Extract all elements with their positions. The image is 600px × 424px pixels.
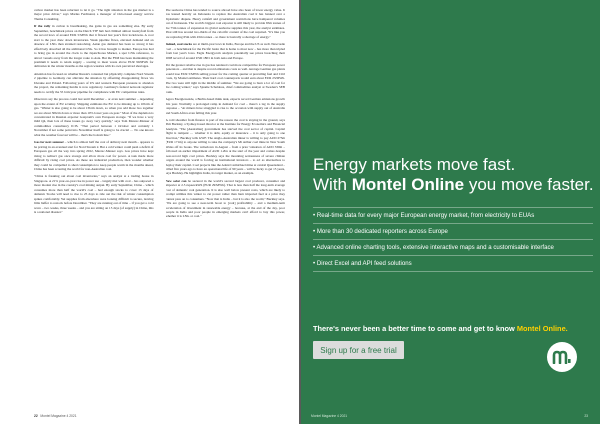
montel-m-icon <box>552 350 572 364</box>
ad-headline-brand: Montel Online <box>351 175 465 194</box>
paragraph-lead: Gas for next summer <box>34 140 64 145</box>
montel-logo <box>547 342 577 372</box>
feature-item: • Real-time data for every major European energy market, from electricity to EUAs <box>313 207 593 223</box>
paragraph-text: Attention has focused on whether Russia's contested but physically complete Nord Stream 2 pipeline to Germany can alleviate the situation by offsetting disappointing flows via Ukraine and Poland. Following years of US and western European pressure to abandon the project, the remaining hurdle is now regulatory. Germany's federal network regulator needs to certify the 55 bcm/year pipeline for compliance with EU competition rules. <box>34 71 154 94</box>
feature-item: • Advanced online charting tools, extensive interactive maps and a customisable interface <box>313 239 593 255</box>
ad-tagline-brand: Montel Online. <box>516 324 568 333</box>
article-paragraph <box>34 72 154 94</box>
article-columns <box>34 8 285 404</box>
ad-headline-line1: Energy markets move fast. <box>313 155 516 174</box>
magazine-title-left: Montel Magazine 4 2021 <box>40 414 77 418</box>
paragraph-lead: If the rally <box>34 24 51 29</box>
left-footer <box>34 414 285 418</box>
paragraph-lead: Indeed, coal stocks <box>165 42 193 47</box>
left-page <box>0 0 299 424</box>
left-footer-left <box>34 414 77 418</box>
paragraph-text: Agora Energiewende, a Berlin-based think tank, expects record German emissions growth this year. Normally a prolonged ramp in demand for coal – there's a lag in the supply response – "At miners have struggled to rise to the occasion with supply out of Australia and South Africa even falling this year. <box>165 97 285 115</box>
right-footer <box>311 414 588 418</box>
paragraph-text: A cold shoulder from finance is part of the reason the coal is staying in the ground, says Tim Buckley, a Sydney-based director at the Institute for Energy Economics and Financial Analysis. "The [Australian] government has starved the coal sector of capital. Capital flight is rampant … whether it is debt, equity or insurance – it is only going to one direction," Buckley tells GWF. The Anglo-Australian miner is willing to pay AUD 275m (EUR 171m) to anyone willing to take the company's Mt Arthur coal mine in New South Wales off its books. The writedown in August – from a prior valuation of AUD 330m – followed an earlier impairment of AUD 1.2bn at the start of the year and comes despite near-record high coal prices. Buckley says the mounting seriousness of severe climate targets around the world is forcing an institutional investors – to act as alternatives to deploy their capital. Coal projects like the Adani Carmichael mine at central Queensland – billed five years ago to have an operational life of 90 years – will be lucky to get 15 years, says Buckley. He highlights India, its target market, as an example. <box>165 117 285 176</box>
feature-item: • Direct Excel and API feed solutions <box>313 255 593 272</box>
paragraph-text: "China is freaking out about coal inventories," says an analyst at a trading house in Singapore. A 21% year-on-year rise in power use – largely met with coal – has outpaced a more modest rise in the country's coal mining output. By early September, China – which consumes more than half the world's coal – had enough stocks to cover 13 days of demand. Stocks will need to rise to 25 days to ride out the risk of winter consumption spikes comfortably. Yet supplies from elsewhere were looking difficult to secure, leaving little buffer to restock before December. "They are running out of time – if you get a cold wave – two weeks, three weeks – and you are sitting on 15 days (of supply) in China, this is a national disaster." <box>34 174 154 215</box>
article-paragraph <box>34 140 154 171</box>
article-paragraph <box>166 42 286 60</box>
article-paragraph <box>166 118 286 176</box>
ad-tagline <box>313 324 568 333</box>
feature-item: • More than 30 dedicated reporters across Europe <box>313 223 593 239</box>
article-paragraph <box>166 97 286 115</box>
advert-page <box>301 0 600 424</box>
feature-list <box>313 207 593 272</box>
ad-headline-prefix: With <box>313 175 352 194</box>
paragraph-text: Observers say the process could last until December – or even next summer – depending upon the extent of EU scrutiny. Shipping estimates the EU to be missing up to 10bcm of gas. "Winter is also going to be about 13bcm down, so when you add those two together we are about 30bcm down or more than 10% lower year-on-year." Most of the depletion is concentrated in Russian exporter Gazprom's own European storage. "If we have a very mild Q4, then lots of these issues go away very quickly," says Tom Marzec-Manser of commodities consultancy ICIS. "That period between 1 October and certainly 1 November if not some point into November itself is going to be crucial … No one knows what the weather forecast will be – that's the bottom line." <box>34 97 154 137</box>
paragraph-text: The seaborne China has tended to source abroad have also been of lower energy value. It has leaned heavily on Indonesia to replace the Australian coal it has banned over a diplomatic dispute. Heavy rainfall and government restrictions have hampered volumes out of Indonesia. The world's biggest coal exporter is still likely to provide 65m tonnes of the 75m tonnes of expansion its global seaborne supplies this year, the analyst estimates. That still has around two-thirds of the calorific content of the coal required. "It's like you are replacing 65m with 45m tonnes – so there is basically a shortage of energy." <box>165 8 285 39</box>
article-column-2 <box>166 8 286 404</box>
article-paragraph <box>166 179 286 219</box>
article-paragraph <box>34 24 154 69</box>
page-number-right: 23 <box>584 414 588 418</box>
free-trial-button[interactable]: Sign up for a free trial <box>313 341 404 359</box>
paragraph-text: Yet the greater relative rise in gas has rendered coal more competitive for European power generators – and that is despite record emissions costs as well. Average German gas plants would lose EUR 5/MWh selling power for the coming quarter at prevailing fuel and CO2 costs, by Montel estimates. Their hard coal counterparts would earn about EUR 23/MWh. The two were still tight in the middle of summer. "We are going to burn a lot of coal for the coming winter," says Sjaame Schaldous, chief commodities analyst at Sweden's SEB bank. <box>165 62 285 94</box>
article-paragraph <box>34 174 154 214</box>
paragraph-text: be secured in the world's second largest coal producer, consumer and importer at 2.5 rupees/kWh (EUR 29/MWh). That is less than half the long-term average cost of domestic coal generation. It is also well below present costs, which are likely to prompt utilities this winter to cut power rather than burn imported fuel at a price they cannot pass on to consumers. "Now that is India – but it is also the world," Buckley says. "We are going to see a near-term boost to [coal] profitability – and a medium-term acceleration of investment in renewable energy – because, at the end of the day, poor people in India and poor people in emerging markets can't afford to buy this power, whether it is LNG or coal." <box>165 178 285 219</box>
paragraph-text: in carbon is breathtaking, the gains in gas are something else. By early September, benchmark prices on the Dutch TTF hub had climbed almost twentyfold from the record lows of around EUR 5/MWh that it flowed last year's first lockdowns. A cool start to the year drew down inventories. Weak pipeline flows, elevated demand and an absence of LNG then strained restocking. Asian gas demand has been so strong it has effectively absorbed all the additional LNG. So it has brought to market. Europe has had to bring gas in around the clock to the Japan/Korea Marker, a spot LNG reference, to attract vessels away from the longer route to Asia. But the FSM has been maintaining the premium it needs to retain supply – soaring to meet waste above EUR 90/MWh for deliveries in the winter months as the region wrestles with its own perceived shortages. <box>34 24 154 69</box>
article-paragraph <box>34 8 154 21</box>
article-paragraph <box>166 8 286 39</box>
article-paragraph <box>166 63 286 94</box>
paragraph-text: carbon market has been reluctant to let it go. "The tight situation in the gas market is a major price driver," says Marius Ferdinand, a manager of Oslo-based energy service Thema Consulting. <box>34 8 154 21</box>
paragraph-lead: New solar can <box>165 178 187 183</box>
paragraph-text: – which is almost half the cost of delivery next month – appears to be pricing in an eventual start for Nord Stream 2. But a cold winter could push a deficit of European gas all the way into spring 2022, Marzec-Manser says. Gas prices have kept rising to redirect gas once storage and allow more coal for power. A task made more difficult by rising coal prices. As these are industrial production, then wonder whether they could be compelled to shed consumption to keep people warm in the months ahead, China has been scouring the world for non-Australian coal. <box>34 140 154 171</box>
ad-headline <box>313 155 594 195</box>
paragraph-text: are at multi-year lows in India, Europe and the US as well. Newcastle coal – a benchmark for the Pacific basin that is home to most now – has more than tripled from last year's lows. Eagle Energycom analysts potentially see prices breaching their 2008 record of around USD 180/t in both Asia and Europe. <box>165 42 285 60</box>
page-number-left: 22 <box>34 414 38 418</box>
magazine-title-right: Montel Magazine 4 2021 <box>311 414 348 418</box>
article-paragraph <box>34 97 154 137</box>
ad-headline-line2 <box>313 175 594 195</box>
ad-tagline-prefix: There's never been a better time to come and get to know <box>313 324 517 333</box>
ad-headline-suffix: you move faster. <box>464 175 594 194</box>
article-column-1 <box>34 8 154 404</box>
